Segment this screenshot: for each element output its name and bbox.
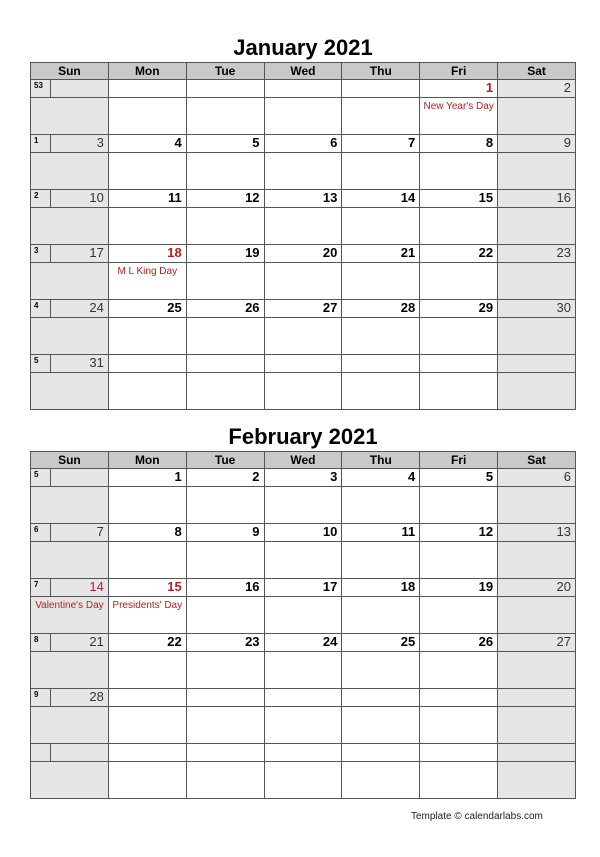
day-notes-cell xyxy=(264,318,342,355)
day-notes-cell xyxy=(342,707,420,744)
day-notes-cell xyxy=(31,98,109,135)
day-notes-cell xyxy=(420,597,498,634)
day-number: 8 xyxy=(485,135,494,150)
week-notes-row xyxy=(31,153,576,190)
day-notes-cell xyxy=(186,263,264,300)
day-notes-cell xyxy=(498,98,576,135)
day-notes-cell xyxy=(498,318,576,355)
week-notes-row xyxy=(31,373,576,410)
week-number: 1 xyxy=(31,135,51,152)
calendar-january xyxy=(30,62,576,410)
weekday-header-row xyxy=(31,452,576,469)
day-cell xyxy=(186,190,264,208)
week-number: 3 xyxy=(31,245,51,262)
day-cell xyxy=(498,469,576,487)
footer-credit: Template © calendarlabs.com xyxy=(411,811,543,822)
day-notes-cell xyxy=(342,597,420,634)
day-number: 19 xyxy=(478,579,494,594)
day-cell xyxy=(108,579,186,597)
week-number xyxy=(31,744,51,761)
day-notes-cell xyxy=(31,373,109,410)
day-cell xyxy=(186,579,264,597)
day-notes-cell xyxy=(108,208,186,245)
day-cell xyxy=(108,135,186,153)
day-number: 23 xyxy=(245,634,260,649)
week-notes-row xyxy=(31,597,576,634)
day-number: 17 xyxy=(322,579,338,594)
day-cell xyxy=(498,744,576,762)
day-cell xyxy=(31,744,109,762)
day-cell xyxy=(186,135,264,153)
day-number: 31 xyxy=(89,355,104,370)
day-number: 16 xyxy=(556,190,571,205)
day-number: 13 xyxy=(322,190,338,205)
day-number: 6 xyxy=(563,469,571,484)
day-cell xyxy=(342,135,420,153)
day-notes-cell xyxy=(186,652,264,689)
day-number: 24 xyxy=(89,300,104,315)
day-number: 19 xyxy=(245,245,260,260)
month-title-february: February 2021 xyxy=(228,424,378,449)
week-notes-row xyxy=(31,707,576,744)
day-number: 3 xyxy=(96,135,104,150)
day-cell xyxy=(342,469,420,487)
weekday-header: Thu xyxy=(342,452,420,469)
day-number: 12 xyxy=(478,524,494,539)
day-cell xyxy=(31,355,109,373)
day-notes-cell xyxy=(264,373,342,410)
day-cell xyxy=(186,245,264,263)
day-notes-cell xyxy=(420,762,498,799)
week-number: 6 xyxy=(31,524,51,541)
day-notes-cell xyxy=(342,762,420,799)
week-number-row xyxy=(31,579,576,597)
day-cell xyxy=(264,579,342,597)
day-cell xyxy=(342,744,420,762)
day-number: 27 xyxy=(322,300,338,315)
day-number: 9 xyxy=(563,135,571,150)
day-cell xyxy=(420,469,498,487)
week-notes-row xyxy=(31,762,576,799)
day-cell xyxy=(108,80,186,98)
day-number: 4 xyxy=(174,135,182,150)
weekday-header-row xyxy=(31,63,576,80)
day-cell xyxy=(108,634,186,652)
day-notes-cell xyxy=(498,542,576,579)
day-notes-cell xyxy=(498,762,576,799)
day-cell xyxy=(186,355,264,373)
day-notes-cell xyxy=(264,208,342,245)
day-number: 2 xyxy=(252,469,260,484)
day-notes-cell xyxy=(264,487,342,524)
day-number: 12 xyxy=(245,190,260,205)
day-notes-cell xyxy=(264,153,342,190)
day-notes-cell xyxy=(264,263,342,300)
day-number: 10 xyxy=(89,190,104,205)
day-cell xyxy=(31,80,109,98)
day-notes-cell xyxy=(31,487,109,524)
weekday-header: Thu xyxy=(342,63,420,80)
day-cell xyxy=(108,744,186,762)
day-notes-cell xyxy=(342,208,420,245)
weekday-header: Fri xyxy=(420,63,498,80)
day-number: 15 xyxy=(167,579,182,594)
day-cell xyxy=(264,355,342,373)
day-notes-cell xyxy=(108,542,186,579)
day-cell xyxy=(108,355,186,373)
day-number: 28 xyxy=(89,689,104,704)
week-number: 4 xyxy=(31,300,51,317)
week-notes-row xyxy=(31,263,576,300)
holiday-name: Presidents' Day xyxy=(112,600,183,611)
day-notes-cell xyxy=(420,208,498,245)
day-cell xyxy=(108,300,186,318)
day-cell xyxy=(342,689,420,707)
day-cell xyxy=(498,245,576,263)
day-cell xyxy=(498,524,576,542)
day-cell xyxy=(420,524,498,542)
day-number: 13 xyxy=(556,524,571,539)
day-number: 17 xyxy=(89,245,104,260)
day-notes-cell xyxy=(342,373,420,410)
day-notes-cell xyxy=(342,542,420,579)
day-cell xyxy=(342,245,420,263)
day-cell xyxy=(264,469,342,487)
week-number-row xyxy=(31,80,576,98)
holiday-name: Valentine's Day xyxy=(35,600,104,611)
week-number-row xyxy=(31,355,576,373)
day-cell xyxy=(342,80,420,98)
day-notes-cell xyxy=(498,153,576,190)
day-number: 26 xyxy=(478,634,494,649)
day-notes-cell xyxy=(108,153,186,190)
day-number: 22 xyxy=(478,245,494,260)
day-cell xyxy=(498,634,576,652)
day-cell xyxy=(108,469,186,487)
day-number: 4 xyxy=(407,469,416,484)
day-notes-cell xyxy=(186,762,264,799)
day-notes-cell xyxy=(420,652,498,689)
day-cell xyxy=(498,80,576,98)
day-cell xyxy=(31,469,109,487)
day-cell xyxy=(108,524,186,542)
day-notes-cell xyxy=(186,707,264,744)
day-number: 3 xyxy=(330,469,338,484)
day-notes-cell xyxy=(108,373,186,410)
week-notes-row xyxy=(31,652,576,689)
day-number: 7 xyxy=(407,135,416,150)
day-notes-cell xyxy=(108,98,186,135)
day-cell xyxy=(342,634,420,652)
day-notes-cell xyxy=(498,373,576,410)
day-cell xyxy=(342,579,420,597)
day-cell xyxy=(31,524,109,542)
day-cell xyxy=(186,744,264,762)
day-notes-cell xyxy=(108,263,186,300)
day-cell xyxy=(186,524,264,542)
day-number: 21 xyxy=(89,634,104,649)
day-notes-cell xyxy=(498,597,576,634)
weekday-header: Wed xyxy=(264,452,342,469)
day-notes-cell xyxy=(342,487,420,524)
day-notes-cell xyxy=(342,318,420,355)
day-number: 5 xyxy=(485,469,494,484)
day-number: 29 xyxy=(478,300,494,315)
weekday-header: Mon xyxy=(108,63,186,80)
day-notes-cell xyxy=(420,263,498,300)
week-number: 53 xyxy=(31,80,51,97)
weekday-header: Fri xyxy=(420,452,498,469)
day-notes-cell xyxy=(31,318,109,355)
day-number: 20 xyxy=(322,245,338,260)
day-number: 15 xyxy=(478,190,494,205)
day-cell xyxy=(264,245,342,263)
day-notes-cell xyxy=(186,373,264,410)
day-cell xyxy=(498,579,576,597)
day-number: 14 xyxy=(400,190,416,205)
week-number-row xyxy=(31,689,576,707)
day-notes-cell xyxy=(420,318,498,355)
day-number: 28 xyxy=(400,300,416,315)
day-cell xyxy=(264,80,342,98)
week-notes-row xyxy=(31,98,576,135)
day-number: 18 xyxy=(167,245,182,260)
day-cell xyxy=(264,300,342,318)
week-number: 9 xyxy=(31,689,51,706)
day-cell xyxy=(420,300,498,318)
day-notes-cell xyxy=(108,762,186,799)
day-notes-cell xyxy=(420,98,498,135)
day-cell xyxy=(31,135,109,153)
holiday-name: M L King Day xyxy=(117,266,178,277)
day-notes-cell xyxy=(498,652,576,689)
day-cell xyxy=(420,80,498,98)
day-notes-cell xyxy=(186,487,264,524)
calendar-february xyxy=(30,451,576,799)
week-number: 5 xyxy=(31,355,51,372)
day-number: 23 xyxy=(556,245,571,260)
day-notes-cell xyxy=(342,652,420,689)
day-cell xyxy=(420,135,498,153)
day-number: 6 xyxy=(330,135,338,150)
day-number: 25 xyxy=(167,300,182,315)
day-cell xyxy=(498,300,576,318)
day-notes-cell xyxy=(498,707,576,744)
weekday-header: Mon xyxy=(108,452,186,469)
weekday-header: Sat xyxy=(498,452,576,469)
day-cell xyxy=(264,689,342,707)
day-notes-cell xyxy=(342,263,420,300)
day-cell xyxy=(342,300,420,318)
day-number: 2 xyxy=(563,80,571,95)
day-cell xyxy=(264,744,342,762)
week-number-row xyxy=(31,300,576,318)
day-number: 22 xyxy=(167,634,182,649)
day-notes-cell xyxy=(186,98,264,135)
day-notes-cell xyxy=(498,487,576,524)
day-number: 1 xyxy=(485,80,494,95)
week-number-row xyxy=(31,524,576,542)
day-number: 30 xyxy=(556,300,571,315)
day-number: 20 xyxy=(556,579,571,594)
day-cell xyxy=(186,634,264,652)
day-notes-cell xyxy=(264,652,342,689)
week-number-row xyxy=(31,744,576,762)
day-number: 24 xyxy=(322,634,338,649)
day-cell xyxy=(108,190,186,208)
weekday-header: Sat xyxy=(498,63,576,80)
day-notes-cell xyxy=(31,762,109,799)
day-notes-cell xyxy=(186,208,264,245)
day-number: 8 xyxy=(174,524,182,539)
day-cell xyxy=(342,190,420,208)
day-notes-cell xyxy=(186,597,264,634)
day-number: 21 xyxy=(400,245,416,260)
week-notes-row xyxy=(31,208,576,245)
week-notes-row xyxy=(31,542,576,579)
day-number: 7 xyxy=(96,524,104,539)
day-notes-cell xyxy=(31,707,109,744)
day-number: 27 xyxy=(556,634,571,649)
day-notes-cell xyxy=(186,542,264,579)
day-cell xyxy=(31,300,109,318)
day-cell xyxy=(342,355,420,373)
day-notes-cell xyxy=(186,153,264,190)
day-notes-cell xyxy=(264,707,342,744)
day-cell xyxy=(264,190,342,208)
day-number: 16 xyxy=(245,579,260,594)
week-number: 2 xyxy=(31,190,51,207)
day-notes-cell xyxy=(420,373,498,410)
day-notes-cell xyxy=(31,542,109,579)
day-notes-cell xyxy=(498,208,576,245)
week-number-row xyxy=(31,245,576,263)
day-notes-cell xyxy=(264,597,342,634)
day-notes-cell xyxy=(108,318,186,355)
day-cell xyxy=(108,245,186,263)
day-cell xyxy=(31,190,109,208)
day-cell xyxy=(498,190,576,208)
day-notes-cell xyxy=(420,487,498,524)
day-cell xyxy=(420,355,498,373)
day-number: 10 xyxy=(322,524,338,539)
holiday-name: New Year's Day xyxy=(423,101,494,112)
weekday-header: Sun xyxy=(31,63,109,80)
day-cell xyxy=(420,634,498,652)
day-notes-cell xyxy=(498,263,576,300)
day-number: 5 xyxy=(252,135,260,150)
day-cell xyxy=(498,355,576,373)
day-cell xyxy=(498,135,576,153)
day-notes-cell xyxy=(108,597,186,634)
day-cell xyxy=(420,744,498,762)
month-title-january: January 2021 xyxy=(233,35,373,60)
day-number: 26 xyxy=(245,300,260,315)
day-cell xyxy=(420,579,498,597)
day-cell xyxy=(31,579,109,597)
day-notes-cell xyxy=(420,153,498,190)
day-number: 25 xyxy=(400,634,416,649)
day-number: 11 xyxy=(401,524,416,539)
day-notes-cell xyxy=(108,707,186,744)
weekday-header: Sun xyxy=(31,452,109,469)
day-notes-cell xyxy=(342,98,420,135)
day-notes-cell xyxy=(342,153,420,190)
day-cell xyxy=(498,689,576,707)
day-number: 11 xyxy=(167,190,182,205)
day-cell xyxy=(186,80,264,98)
week-notes-row xyxy=(31,487,576,524)
week-notes-row xyxy=(31,318,576,355)
day-number: 18 xyxy=(400,579,416,594)
day-cell xyxy=(31,689,109,707)
day-cell xyxy=(264,634,342,652)
day-notes-cell xyxy=(264,98,342,135)
day-cell xyxy=(186,300,264,318)
day-cell xyxy=(264,135,342,153)
week-number: 7 xyxy=(31,579,51,596)
day-cell xyxy=(342,524,420,542)
day-notes-cell xyxy=(108,652,186,689)
day-notes-cell xyxy=(420,707,498,744)
day-notes-cell xyxy=(420,542,498,579)
week-number: 8 xyxy=(31,634,51,651)
day-notes-cell xyxy=(31,263,109,300)
day-notes-cell xyxy=(186,318,264,355)
day-notes-cell xyxy=(108,487,186,524)
week-number-row xyxy=(31,135,576,153)
day-number: 14 xyxy=(89,579,104,594)
day-notes-cell xyxy=(31,208,109,245)
day-number: 9 xyxy=(252,524,260,539)
day-cell xyxy=(420,245,498,263)
day-cell xyxy=(31,634,109,652)
day-cell xyxy=(108,689,186,707)
day-cell xyxy=(31,245,109,263)
day-cell xyxy=(420,689,498,707)
day-number: 1 xyxy=(174,469,182,484)
day-notes-cell xyxy=(264,762,342,799)
day-cell xyxy=(186,469,264,487)
day-cell xyxy=(420,190,498,208)
day-notes-cell xyxy=(31,652,109,689)
weekday-header: Wed xyxy=(264,63,342,80)
day-notes-cell xyxy=(264,542,342,579)
week-number: 5 xyxy=(31,469,51,486)
day-notes-cell xyxy=(31,153,109,190)
weekday-header: Tue xyxy=(186,63,264,80)
week-number-row xyxy=(31,190,576,208)
day-notes-cell xyxy=(31,597,109,634)
day-cell xyxy=(264,524,342,542)
week-number-row xyxy=(31,469,576,487)
week-number-row xyxy=(31,634,576,652)
weekday-header: Tue xyxy=(186,452,264,469)
day-cell xyxy=(186,689,264,707)
